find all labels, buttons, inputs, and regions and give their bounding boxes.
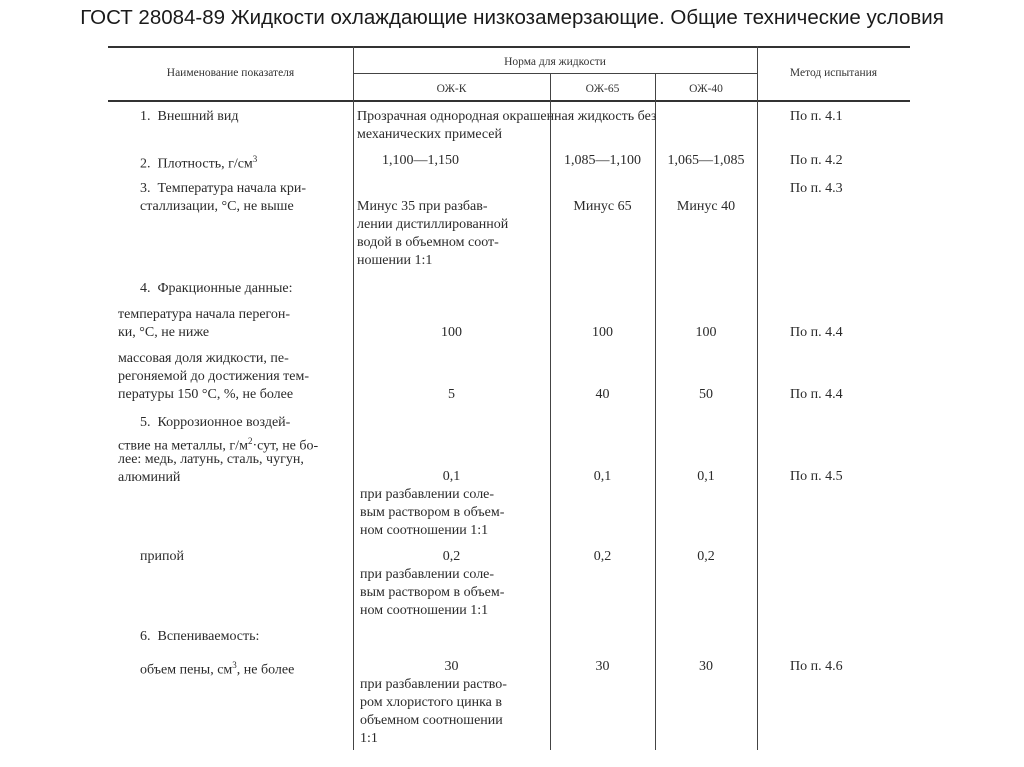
row4a-value-65: 100 bbox=[592, 325, 613, 340]
row1-value: Прозрачная однородная окрашенная жидкость без механических примесей bbox=[357, 109, 657, 142]
row1-name: 1. Внешний вид bbox=[140, 109, 239, 124]
row3-value-k: Минус 35 при разбав- лении дистиллированной водой в объемном соот- ношении 1:1 bbox=[357, 199, 509, 268]
row4b-value-40: 50 bbox=[699, 387, 713, 402]
row4b-value-k: 5 bbox=[448, 387, 455, 402]
column-divider bbox=[655, 73, 656, 750]
row6a-note-k: при разбавлении раство- ром хлористого цинка в объемном соотношении 1:1 bbox=[360, 677, 507, 746]
row4a-name: температура начала перегон- ки, °С, не ниже bbox=[118, 307, 291, 340]
row5-note-k: при разбавлении соле- вым раствором в объем- ном соотношении 1:1 bbox=[360, 487, 505, 538]
row4a-method: По п. 4.4 bbox=[790, 325, 843, 340]
row2-name-sup: 3 bbox=[252, 154, 258, 164]
row5b-value-k: 0,2 bbox=[442, 549, 461, 564]
header-norm-group: Норма для жидкости bbox=[504, 56, 606, 68]
row6a-value-k: 30 bbox=[444, 659, 459, 674]
row3-value-40: Минус 40 bbox=[676, 199, 736, 214]
row6a-method: По п. 4.6 bbox=[790, 659, 843, 674]
row5-name-line2-suffix: ·сут, не бо- bbox=[252, 438, 319, 454]
column-divider bbox=[757, 46, 758, 750]
row5-value-k: 0,1 bbox=[442, 469, 461, 484]
row4b-value-65: 40 bbox=[595, 387, 610, 402]
row2-value-40: 1,065—1,085 bbox=[667, 153, 745, 168]
row4a-value-40: 100 bbox=[695, 325, 717, 340]
header-method: Метод испытания bbox=[789, 67, 878, 79]
page-title: ГОСТ 28084-89 Жидкости охлаждающие низкозамерзающие. Общие технические условия bbox=[80, 6, 944, 29]
row2-method: По п. 4.2 bbox=[790, 153, 843, 168]
header-indicator: Наименование показателя bbox=[166, 67, 295, 79]
row5-value-65: 0,1 bbox=[593, 469, 612, 484]
header-col-ozh-k: ОЖ-К bbox=[436, 83, 467, 95]
row5-method: По п. 4.5 bbox=[790, 469, 843, 484]
table-top-rule bbox=[108, 46, 910, 48]
row3-method: По п. 4.3 bbox=[790, 181, 843, 196]
header-col-ozh-65: ОЖ-65 bbox=[585, 83, 620, 95]
row6a-value-65: 30 bbox=[595, 659, 610, 674]
row2-value-k: 1,100—1,150 bbox=[382, 153, 459, 168]
row4a-value-k: 100 bbox=[441, 325, 462, 340]
row5b-value-65: 0,2 bbox=[593, 549, 612, 564]
row6a-name bbox=[140, 656, 294, 680]
row5-name-line2-text: ствие на металлы, г/м bbox=[118, 438, 248, 454]
row2-name-text: 2. Плотность, г/см bbox=[140, 156, 253, 172]
row3-value-65: Минус 65 bbox=[573, 199, 632, 214]
row5b-value-40: 0,2 bbox=[697, 549, 715, 564]
row5-value-40: 0,1 bbox=[697, 469, 715, 484]
row4-name: 4. Фракционные данные: bbox=[140, 281, 293, 296]
row5-name-line2-sup: 2 bbox=[247, 436, 253, 446]
row5b-name: припой bbox=[140, 549, 184, 564]
row6a-value-40: 30 bbox=[699, 659, 713, 674]
column-divider bbox=[550, 73, 551, 750]
row4b-method: По п. 4.4 bbox=[790, 387, 843, 402]
row6-name: 6. Вспениваемость: bbox=[140, 629, 260, 644]
header-bottom-rule bbox=[108, 100, 910, 102]
row5b-note-k: при разбавлении соле- вым раствором в объем- ном соотношении 1:1 bbox=[360, 567, 505, 618]
row6a-name-text: объем пены, см bbox=[140, 662, 233, 678]
row4b-name: массовая доля жидкости, пе- регоняемой до достижения тем- пературы 150 °С, %, не более bbox=[118, 351, 310, 402]
row3-name: 3. Температура начала кри- сталлизации, °С, не выше bbox=[140, 181, 306, 214]
row6a-name-sup: 3 bbox=[232, 660, 237, 670]
row6a-name-suffix: , не более bbox=[236, 662, 295, 678]
header-col-ozh-40: ОЖ-40 bbox=[689, 83, 723, 95]
row5-name-line1: 5. Коррозионное воздей- bbox=[140, 415, 291, 430]
row5-name-rest: лее: медь, латунь, сталь, чугун, алюминий bbox=[118, 452, 304, 485]
row2-value-65: 1,085—1,100 bbox=[564, 153, 641, 168]
norm-group-rule bbox=[353, 73, 757, 74]
row2-name bbox=[140, 150, 257, 174]
row1-method: По п. 4.1 bbox=[790, 109, 843, 124]
